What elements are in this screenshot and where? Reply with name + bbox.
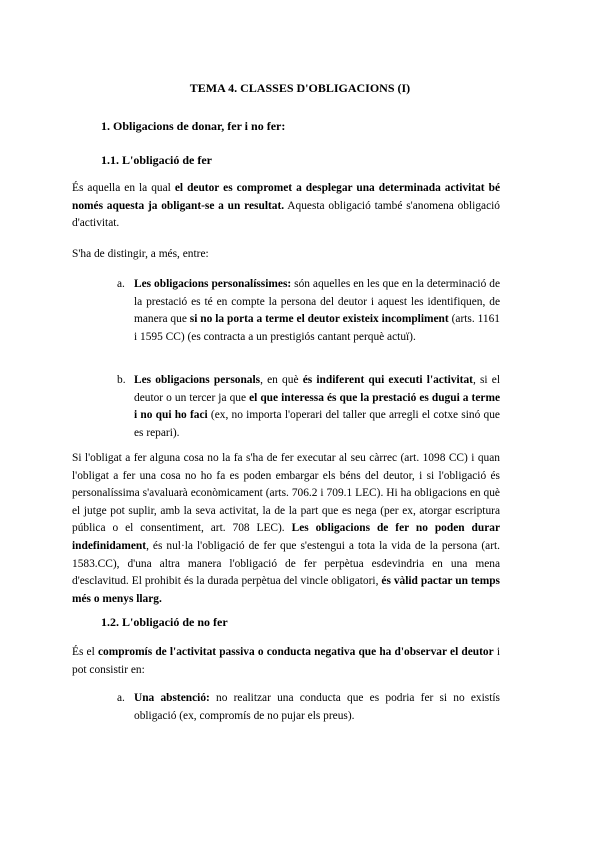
- distinguish-intro: S'ha de distingir, a més, entre:: [72, 248, 209, 260]
- bold-span: Les obligacions personalíssimes:: [134, 278, 292, 290]
- text-span: no realitzar una conducta que es podria fer si no existís obligació (ex, compromís de no pujar els preus).: [134, 692, 500, 722]
- list-marker: a.: [117, 692, 125, 704]
- text-span: És aquella en la qual: [72, 182, 175, 194]
- list-item: [117, 372, 500, 442]
- section-1-heading: 1. Obligacions de donar, fer i no fer:: [101, 119, 286, 133]
- bold-span: si no la porta a terme el deutor existeix incompliment: [189, 313, 449, 326]
- text-span: i pot consistir en:: [72, 646, 501, 676]
- bold-span: Les obligacions personals: [134, 374, 261, 386]
- text-span: , si el deutor o un tercer ja que: [134, 374, 500, 404]
- text-span: són aquelles en les que en la determinació de la prestació es té en compte la persona del deutor i aquest les identifiquen, de manera que: [134, 278, 500, 326]
- list-marker: a.: [117, 278, 125, 290]
- bold-span: el que interessa és que la prestació es dugui a terme i no qui ho faci: [134, 391, 500, 422]
- bold-span: Una abstenció:: [134, 692, 210, 704]
- text-span: , és nul·la l'obligació de fer que s'estengui a tota la vida de la persona (art. 1583.CC), d'una altra manera l'obligació de fer perpètua esdevindria en una mena d'esclavitud. El prohibit és la durada perpètua del vincle obligatori,: [72, 539, 500, 588]
- obligacio-de-no-fer-definition: [72, 644, 500, 679]
- obligacio-de-fer-definition: [72, 180, 500, 233]
- list-item: [117, 276, 500, 346]
- list-item-text: [134, 276, 500, 346]
- section-1-2-heading: 1.2. L'obligació de no fer: [101, 615, 228, 629]
- text-span: És el: [72, 646, 98, 658]
- text-span: (arts. 1161 i 1595 CC) (es contracta a un prestigiós cantant perquè actuï).: [134, 313, 500, 343]
- text-span: Si l'obligat a fer alguna cosa no la fa s'ha de fer executar al seu càrrec (art. 1098 CC) i quan l'obligat a fer una cosa no ho fa es poden embargar els béns del deutor, i si l'obligació és personalíssima s'avaluarà econòmicament (arts. 706.2 i 709.1 LEC). Hi ha obligacions en què el jutge pot suplir, amb la seva activitat, la de la part que es nega (per ex, atorgar escriptura pública o el consentiment, art. 708 LEC).: [72, 452, 500, 535]
- bold-span: és vàlid pactar un temps més o menys llarg.: [72, 575, 500, 605]
- bold-span: compromís de l'activitat passiva o conducta negativa que ha d'observar el deutor: [97, 646, 494, 658]
- section-1-1-heading: 1.1. L'obligació de fer: [101, 153, 212, 167]
- bold-span: el deutor es compromet a desplegar una determinada activitat bé només aquesta ja obligant-se a un resultat.: [72, 182, 500, 212]
- text-span: (ex, no importa l'operari del taller que arregli el cotxe sinó que es repari).: [134, 409, 500, 439]
- bold-span: és indiferent qui executi l'activitat: [302, 374, 473, 386]
- list-marker: b.: [117, 374, 126, 386]
- list-item: [117, 690, 500, 725]
- text-span: Aquesta obligació també s'anomena obligació d'activitat.: [72, 199, 500, 230]
- list-item-text: [134, 372, 500, 442]
- execution-paragraph: [72, 450, 500, 608]
- bold-span: Les obligacions de fer no poden durar indefinidament: [72, 522, 500, 552]
- list-item-text: [134, 690, 500, 725]
- document-title: TEMA 4. CLASSES D'OBLIGACIONS (I): [189, 81, 411, 95]
- text-span: , en què: [260, 374, 303, 386]
